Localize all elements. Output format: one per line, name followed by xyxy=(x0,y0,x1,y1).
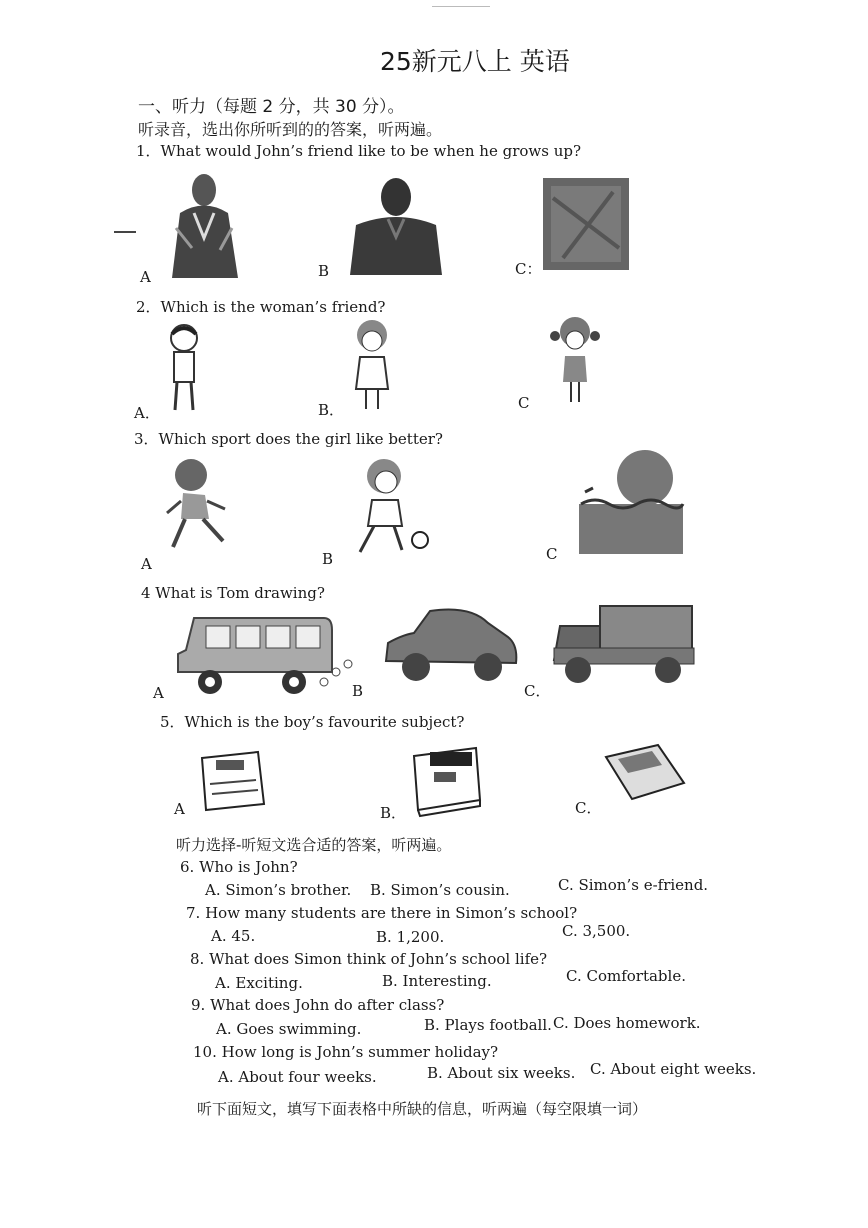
girl-pigtails-picture xyxy=(545,314,605,404)
answer-option: A. Exciting. xyxy=(215,974,303,992)
option-label: C． xyxy=(575,799,602,817)
answer-option: C. 3,500. xyxy=(562,922,631,940)
instruction-text: 听力选择-听短文选合适的答案，听两遍。 xyxy=(176,836,452,854)
answer-option: B. Plays football. xyxy=(424,1016,552,1034)
girl-football-picture xyxy=(350,456,432,560)
answer-option: B. Simon’s cousin. xyxy=(370,881,510,899)
option-label: B xyxy=(322,550,334,568)
girl-running-picture xyxy=(165,457,231,553)
option-label: A xyxy=(174,800,185,818)
scan-mark xyxy=(432,6,490,7)
question-text: 10. How long is John’s summer holiday? xyxy=(193,1043,499,1061)
option-label: C： xyxy=(515,260,542,278)
man-uniform-picture xyxy=(350,175,442,275)
page-title: 25新元八上 英语 xyxy=(380,47,570,76)
answer-option: C. Comfortable. xyxy=(566,967,686,985)
man-suit-picture xyxy=(162,168,247,278)
option-label: B． xyxy=(318,401,345,419)
scan-mark xyxy=(114,231,136,233)
question-text: 7. How many students are there in Simon’s school? xyxy=(186,904,578,922)
instruction-text: 听下面短文，填写下面表格中所缺的信息，听两遍（每空限填一词） xyxy=(197,1100,648,1118)
question-text: 1．What would John’s friend like to be when he grows up? xyxy=(136,142,582,160)
option-label: A xyxy=(141,555,152,573)
option-label: C． xyxy=(524,682,551,700)
math-book-picture xyxy=(200,748,266,812)
car-picture xyxy=(380,605,520,687)
option-label: C xyxy=(518,394,530,412)
chinese-book-picture xyxy=(410,742,482,818)
question-text: 8. What does Simon think of John’s school life? xyxy=(190,950,548,968)
answer-option: B. Interesting. xyxy=(382,972,492,990)
instruction-text: 听录音，选出你所听到的的答案，听两遍。 xyxy=(138,120,443,139)
option-label: B xyxy=(352,682,364,700)
girl-cartoon-picture xyxy=(348,317,396,412)
option-label: A xyxy=(140,268,151,286)
option-label: B． xyxy=(380,804,407,822)
answer-option: C. Does homework. xyxy=(553,1014,701,1032)
question-text: 9. What does John do after class? xyxy=(191,996,445,1014)
section-heading: 一、听力（每题 2 分，共 30 分）。 xyxy=(138,97,405,117)
truck-picture xyxy=(550,600,698,688)
answer-option: B. About six weeks. xyxy=(427,1064,576,1082)
english-book-picture xyxy=(604,743,686,801)
answer-option: B. 1,200. xyxy=(376,928,445,946)
answer-option: C. Simon’s e-friend. xyxy=(558,876,709,894)
answer-option: A. Simon’s brother. xyxy=(205,881,352,899)
question-text: 2．Which is the woman’s friend? xyxy=(136,298,386,316)
swimming-picture xyxy=(575,448,687,556)
question-text: 3．Which sport does the girl like better? xyxy=(134,430,443,448)
answer-option: A. About four weeks. xyxy=(218,1068,377,1086)
option-label: A． xyxy=(134,404,160,422)
bus-picture xyxy=(174,610,354,696)
question-text: 5．Which is the boy’s favourite subject? xyxy=(160,713,465,731)
question-text: 6. Who is John? xyxy=(180,858,298,876)
answer-option: A. Goes swimming. xyxy=(216,1020,362,1038)
option-label: B xyxy=(318,262,330,280)
option-label: C xyxy=(546,545,558,563)
option-label: A xyxy=(153,684,164,702)
answer-option: C. About eight weeks. xyxy=(590,1060,757,1078)
question-text: 4 What is Tom drawing? xyxy=(141,584,325,602)
boy-cartoon-picture xyxy=(163,322,205,412)
noisy-picture xyxy=(543,178,629,270)
answer-option: A. 45. xyxy=(211,927,256,945)
